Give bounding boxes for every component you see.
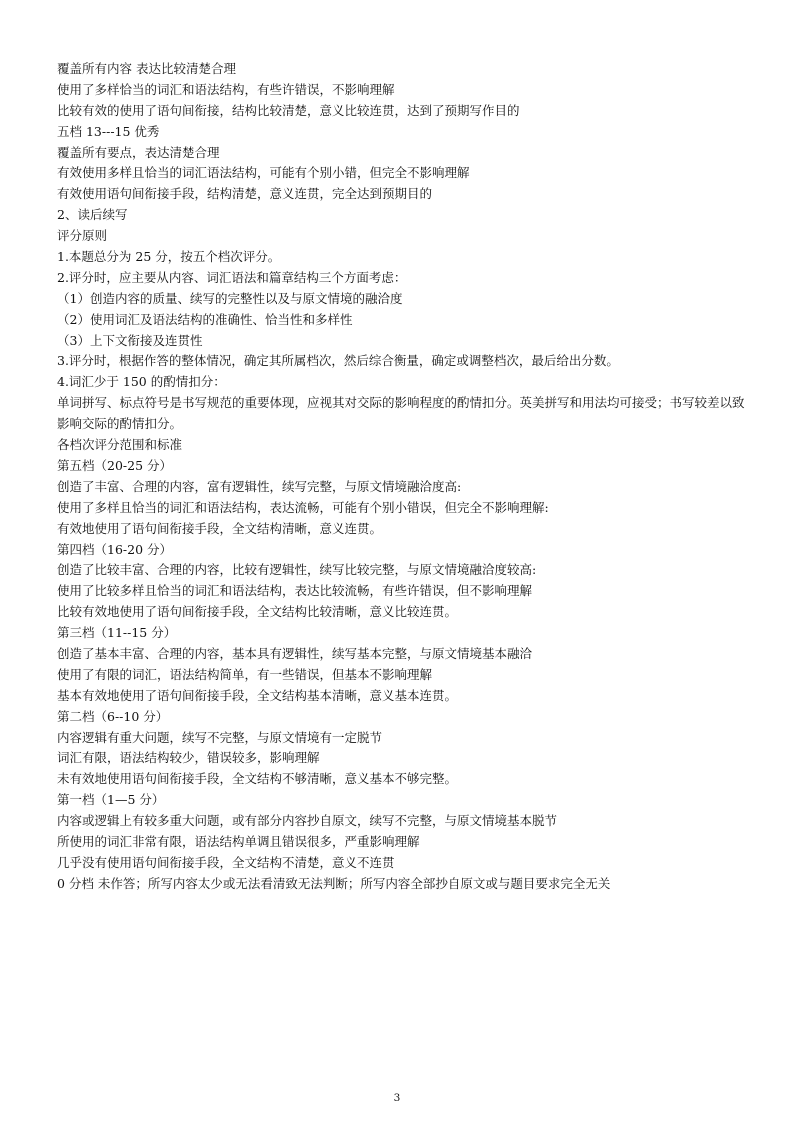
page-number: 3 xyxy=(393,1092,401,1104)
text-line: 所使用的词汇非常有限，语法结构单调且错误很多，严重影响理解 xyxy=(57,833,420,849)
text-line: 内容逻辑有重大问题，续写不完整，与原文情境有一定脱节 xyxy=(57,729,383,745)
text-line: 基本有效地使用了语句间衔接手段，全文结构基本清晰，意义基本连贯。 xyxy=(57,687,458,703)
text-line: 使用了多样且恰当的词汇和语法结构，表达流畅，可能有个别小错误，但完全不影响理解: xyxy=(57,499,549,515)
text-line: 比较有效地使用了语句间衔接手段，全文结构比较清晰，意义比较连贯。 xyxy=(57,604,458,620)
text-line: 内容或逻辑上有较多重大问题，或有部分内容抄自原文，续写不完整，与原文情境基本脱节 xyxy=(57,813,558,829)
text-line: 3.评分时，根据作答的整体情况，确定其所属档次，然后综合衡量，确定或调整档次，最后给出分数。 xyxy=(57,353,619,369)
grade-heading: 第二档（6--10 分） xyxy=(57,708,169,724)
text-line: 使用了比较多样且恰当的词汇和语法结构，表达比较流畅，有些许错误，但不影响理解 xyxy=(57,583,533,599)
grade-heading: 第五档（20-25 分） xyxy=(57,457,173,473)
text-line: 2.评分时，应主要从内容、词汇语法和篇章结构三个方面考虑： xyxy=(57,269,407,285)
text-paragraph: 单词拼写、标点符号是书写规范的重要体现，应视其对交际的影响程度的酌情扣分。英美拼写和用法均可接受；书写较差以致影响交际的酌情扣分。 xyxy=(57,395,745,432)
text-line: 有效地使用了语句间衔接手段，全文结构清晰，意义连贯。 xyxy=(57,520,383,536)
grade-heading: 第四档（16-20 分） xyxy=(57,541,173,557)
text-line: 使用了有限的词汇，语法结构简单，有一些错误，但基本不影响理解 xyxy=(57,666,433,682)
text-line: 有效使用语句间衔接手段，结构清楚，意义连贯，完全达到预期目的 xyxy=(57,186,433,202)
section-heading: 评分原则 xyxy=(57,228,108,244)
text-line: 覆盖所有要点，表达清楚合理 xyxy=(57,144,220,160)
text-line: 使用了多样恰当的词汇和语法结构，有些许错误，不影响理解 xyxy=(57,81,395,97)
grade-heading: 第一档（1—5 分） xyxy=(57,792,165,808)
section-heading: 各档次评分范围和标准 xyxy=(57,437,183,453)
section-heading: 五档 13---15 优秀 xyxy=(57,123,160,139)
text-line: 创造了比较丰富、合理的内容，比较有逻辑性，续写比较完整，与原文情境融洽度较高: xyxy=(57,562,537,578)
grade-heading: 第三档（11--15 分） xyxy=(57,625,177,641)
text-line: 词汇有限，语法结构较少，错误较多，影响理解 xyxy=(57,750,320,766)
text-line: 几乎没有使用语句间衔接手段，全文结构不清楚，意义不连贯 xyxy=(57,854,395,870)
text-line: 有效使用多样且恰当的词汇语法结构，可能有个别小错，但完全不影响理解 xyxy=(57,165,470,181)
text-line: 创造了丰富、合理的内容，富有逻辑性，续写完整，与原文情境融洽度高: xyxy=(57,478,462,494)
list-item: （2）使用词汇及语法结构的准确性、恰当性和多样性 xyxy=(57,311,353,327)
document-body xyxy=(57,59,747,895)
text-line: 0 分档 未作答；所写内容太少或无法看清致无法判断；所写内容全部抄自原文或与题目要求完全无关 xyxy=(57,875,611,891)
list-item: （3）上下文衔接及连贯性 xyxy=(57,332,203,348)
text-line: 覆盖所有内容 表达比较清楚合理 xyxy=(57,61,236,76)
text-line: 比较有效的使用了语句间衔接，结构比较清楚，意义比较连贯，达到了预期写作目的 xyxy=(57,102,520,118)
list-item: （1）创造内容的质量、续写的完整性以及与原文情境的融洽度 xyxy=(57,290,403,306)
text-line: 创造了基本丰富、合理的内容，基本具有逻辑性，续写基本完整，与原文情境基本融洽 xyxy=(57,645,533,661)
text-line: 4.词汇少于 150 的酌情扣分： xyxy=(57,374,226,390)
section-heading: 2、读后续写 xyxy=(57,207,128,223)
text-line: 未有效地使用语句间衔接手段，全文结构不够清晰，意义基本不够完整。 xyxy=(57,771,458,787)
text-line: 1.本题总分为 25 分，按五个档次评分。 xyxy=(57,249,281,265)
